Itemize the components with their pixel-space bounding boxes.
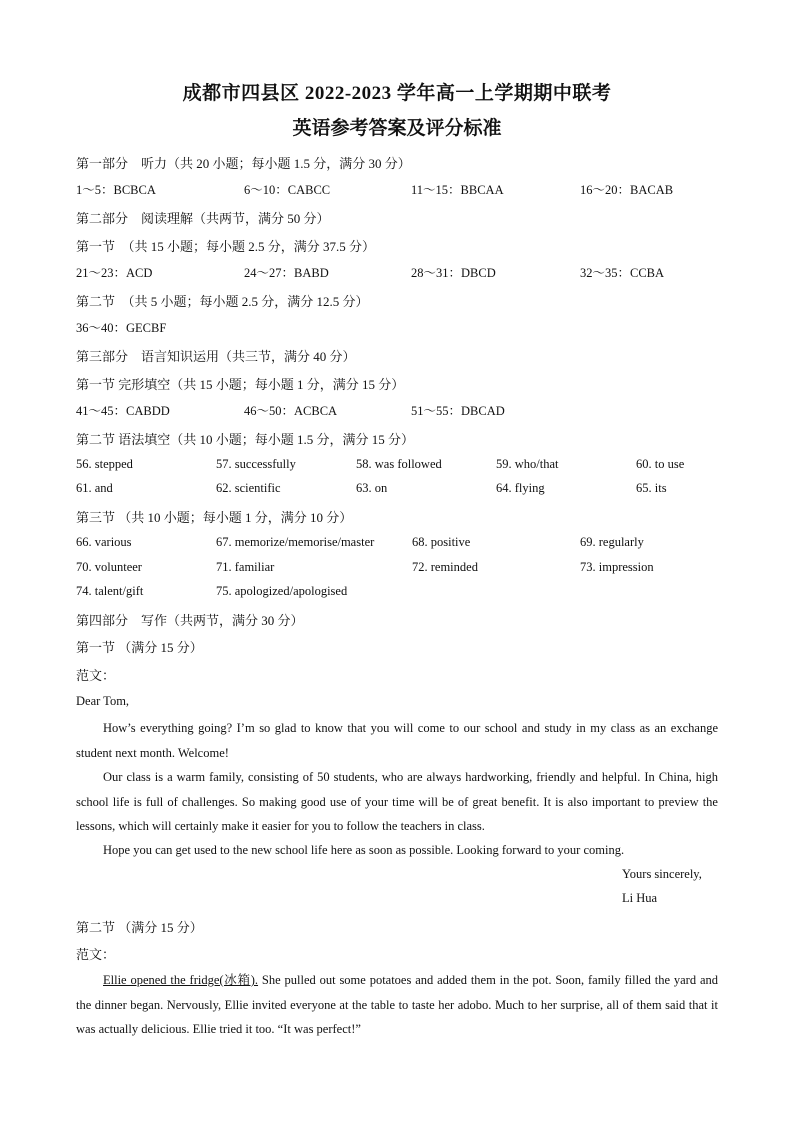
answer-item: 66. various bbox=[76, 535, 132, 549]
answer-group: 51～55：DBCAD bbox=[411, 404, 505, 418]
answer-item: 70. volunteer bbox=[76, 560, 142, 574]
answer-group: 6～10：CABCC bbox=[244, 183, 331, 197]
answer-group: 21～23：ACD bbox=[76, 266, 153, 280]
part4-section2-heading: 第二节 （满分 15 分） bbox=[76, 920, 203, 935]
answer-item: 72. reminded bbox=[412, 560, 478, 574]
sample-label: 范文： bbox=[76, 668, 116, 683]
answer-group: 28～31：DBCD bbox=[411, 266, 496, 280]
part2-section1-heading: 第一节 （共 15 小题；每小题 2.5 分，满分 37.5 分） bbox=[76, 239, 376, 254]
answer-item: 64. flying bbox=[496, 481, 545, 495]
answer-item: 65. its bbox=[636, 481, 667, 495]
answer-item: 71. familiar bbox=[216, 560, 275, 574]
answer-item: 63. on bbox=[356, 481, 388, 495]
part1-heading: 第一部分 听力（共 20 小题；每小题 1.5 分，满分 30 分） bbox=[76, 156, 411, 171]
part2-heading: 第二部分 阅读理解（共两节，满分 50 分） bbox=[76, 211, 330, 226]
answer-item: 73. impression bbox=[580, 560, 654, 574]
part2-section2-heading: 第二节 （共 5 小题；每小题 2.5 分，满分 12.5 分） bbox=[76, 294, 369, 309]
letter-signature: Li Hua bbox=[622, 891, 658, 905]
answer-group: 11～15：BBCAA bbox=[411, 183, 504, 197]
answer-item: 74. talent/gift bbox=[76, 584, 144, 598]
letter-greeting: Dear Tom, bbox=[76, 694, 130, 708]
part3-section1-heading: 第一节 完形填空（共 15 小题；每小题 1 分，满分 15 分） bbox=[76, 377, 405, 392]
answer-group: 24～27：BABD bbox=[244, 266, 329, 280]
answer-item: 59. who/that bbox=[496, 457, 559, 471]
part4-section1-heading: 第一节 （满分 15 分） bbox=[76, 640, 203, 655]
document-subtitle: 英语参考答案及评分标准 bbox=[292, 118, 502, 139]
answer-item: 75. apologized/apologised bbox=[216, 584, 348, 598]
answer-group: 36～40：GECBF bbox=[76, 321, 167, 335]
document-title: 成都市四县区 2022-2023 学年高一上学期期中联考 bbox=[182, 83, 612, 104]
answer-group: 32～35：CCBA bbox=[580, 266, 665, 280]
answer-item: 56. stepped bbox=[76, 457, 133, 471]
sample-label: 范文： bbox=[76, 947, 116, 962]
answer-item: 68. positive bbox=[412, 535, 471, 549]
answer-group: 41～45：CABDD bbox=[76, 404, 170, 418]
letter-paragraph: Hope you can get used to the new school life here as soon as possible. Looking forward to your coming. bbox=[103, 843, 625, 857]
answer-item: 61. and bbox=[76, 481, 113, 495]
answer-item: 57. successfully bbox=[216, 457, 296, 471]
letter-paragraph: Our class is a warm family, consisting of 50 students, who are always hardworking, friendly and helpful. In China, high school life is full of challenges. So making good use of your time will be of great benefit. It is also important to preview the lessons, which will certainly make it easier for you to follow the teachers in class. bbox=[76, 770, 718, 833]
part4-heading: 第四部分 写作（共两节，满分 30 分） bbox=[76, 613, 304, 628]
story-text: She pulled out some potatoes and added them in the pot. Soon, family filled the yard and the dinner began. Nervously, Ellie invited everyone at the table to taste her adobo. Much to her surprise, all of them said that it was actually delicious. Ellie tried it too. “It was perfect!” bbox=[76, 973, 718, 1036]
answer-group: 46～50：ACBCA bbox=[244, 404, 338, 418]
story-underlined-sentence: Ellie opened the fridge(冰箱). bbox=[103, 973, 259, 987]
answer-item: 62. scientific bbox=[216, 481, 281, 495]
part3-heading: 第三部分 语言知识运用（共三节，满分 40 分） bbox=[76, 349, 356, 364]
answer-group: 1～5：BCBCA bbox=[76, 183, 156, 197]
letter-paragraph: How’s everything going? I’m so glad to know that you will come to our school and study in my class as an exchange student next month. Welcome! bbox=[76, 721, 718, 760]
answer-item: 60. to use bbox=[636, 457, 685, 471]
part3-section2-heading: 第二节 语法填空（共 10 小题；每小题 1.5 分，满分 15 分） bbox=[76, 432, 415, 447]
story-paragraph bbox=[76, 968, 718, 1042]
letter-closing: Yours sincerely, bbox=[622, 867, 702, 881]
answer-group: 16～20：BACAB bbox=[580, 183, 674, 197]
part3-section3-heading: 第三节 （共 10 小题；每小题 1 分，满分 10 分） bbox=[76, 510, 353, 525]
answer-item: 67. memorize/memorise/master bbox=[216, 535, 375, 549]
answer-item: 58. was followed bbox=[356, 457, 442, 471]
answer-item: 69. regularly bbox=[580, 535, 644, 549]
